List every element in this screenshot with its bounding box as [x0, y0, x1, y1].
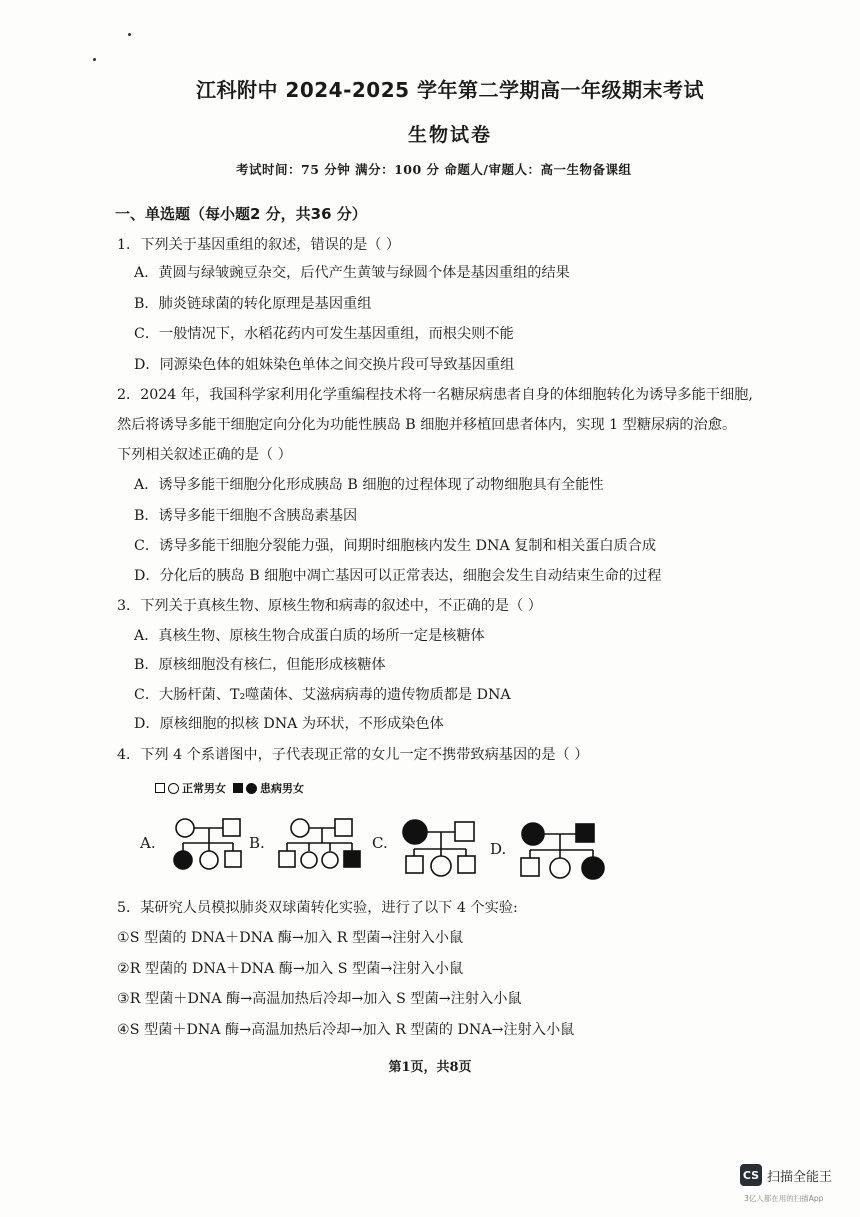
q5-experiment-1: ①S 型菌的 DNA＋DNA 酶→加入 R 型菌→注射入小鼠	[117, 930, 464, 946]
pedigree-d	[521, 823, 604, 879]
pedigree-b-label: B.	[249, 834, 265, 852]
q5-stem: 5．某研究人员模拟肺炎双球菌转化实验，进行了以下 4 个实验:	[117, 900, 518, 916]
q3-option-d: D．原核细胞的拟核 DNA 为环状，不形成染色体	[134, 716, 444, 732]
q5-experiment-4: ④S 型菌＋DNA 酶→高温加热后冷却→加入 R 型菌的 DNA→注射入小鼠	[117, 1022, 575, 1038]
q1-option-a: A．黄圆与绿皱豌豆杂交，后代产生黄皱与绿圆个体是基因重组的结果	[134, 265, 570, 281]
scan-speck	[93, 58, 96, 61]
normal-male-icon	[155, 783, 165, 793]
q3-option-c: C．大肠杆菌、T₂噬菌体、艾滋病病毒的遗传物质都是 DNA	[134, 687, 511, 703]
camscanner-logo-icon: CS	[740, 1164, 762, 1186]
affected-male-icon	[233, 783, 243, 793]
q5-experiment-2: ②R 型菌的 DNA＋DNA 酶→加入 S 型菌→注射入小鼠	[117, 961, 464, 977]
pedigree-b	[279, 819, 360, 868]
q1-stem: 1．下列关于基因重组的叙述，错误的是（ ）	[117, 237, 401, 253]
exam-meta: 考试时间：75 分钟 满分：100 分 命题人/审题人：高一生物备课组	[236, 162, 632, 177]
legend-affected-label: 患病男女	[260, 782, 304, 795]
legend-normal-label: 正常男女	[182, 782, 226, 795]
q1-option-b: B．肺炎链球菌的转化原理是基因重组	[134, 296, 372, 312]
q3-option-b: B．原核细胞没有核仁，但能形成核糖体	[134, 657, 386, 673]
q2-option-a: A．诱导多能干细胞分化形成胰岛 B 细胞的过程体现了动物细胞具有全能性	[134, 477, 604, 493]
exam-subtitle: 生物试卷	[407, 124, 492, 146]
q4-stem: 4．下列 4 个系谱图中，子代表现正常的女儿一定不携带致病基因的是（ ）	[117, 747, 589, 763]
pedigree-legend	[155, 780, 304, 796]
exam-title: 江科附中 2024-2025 学年第二学期高一年级期末考试	[195, 78, 705, 102]
q1-option-d: D．同源染色体的姐妹染色单体之间交换片段可导致基因重组	[134, 357, 515, 373]
q5-experiment-3: ③R 型菌＋DNA 酶→高温加热后冷却→加入 S 型菌→注射入小鼠	[117, 991, 522, 1007]
watermark-name: 扫描全能王	[767, 1169, 833, 1185]
section-title: 一、单选题（每小题2 分，共36 分）	[115, 205, 367, 223]
scan-speck	[128, 33, 131, 36]
scanner-watermark	[740, 1164, 832, 1186]
pedigree-a-label: A.	[140, 834, 156, 852]
q2-stem-line3: 下列相关叙述正确的是（ ）	[117, 447, 292, 463]
affected-female-icon	[246, 783, 257, 794]
page-number: 第1页，共8页	[388, 1060, 472, 1075]
q2-option-d: D．分化后的胰岛 B 细胞中凋亡基因可以正常表达，细胞会发生自动结束生命的过程	[134, 568, 662, 584]
pedigree-c-label: C.	[372, 834, 388, 852]
watermark-tagline: 3亿人都在用的扫描App	[744, 1194, 824, 1203]
q3-option-a: A．真核生物、原核生物合成蛋白质的场所一定是核糖体	[134, 628, 485, 644]
pedigree-c	[403, 820, 475, 876]
normal-female-icon	[168, 783, 179, 794]
q2-stem-line1: 2．2024 年，我国科学家利用化学重编程技术将一名糖尿病患者自身的体细胞转化为诱导多能干细胞,	[117, 387, 753, 403]
q1-option-c: C．一般情况下，水稻花药内可发生基因重组，而根尖则不能	[134, 326, 514, 342]
pedigree-d-label: D.	[490, 840, 507, 858]
q2-stem-line2: 然后将诱导多能干细胞定向分化为功能性胰岛 B 细胞并移植回患者体内，实现 1 型糖尿病的治愈。	[117, 417, 737, 433]
pedigree-a	[174, 819, 241, 869]
q2-option-c: C．诱导多能干细胞分裂能力强，间期时细胞核内发生 DNA 复制和相关蛋白质合成	[134, 538, 657, 554]
q2-option-b: B．诱导多能干细胞不含胰岛素基因	[134, 508, 358, 524]
q3-stem: 3．下列关于真核生物、原核生物和病毒的叙述中，不正确的是（ ）	[117, 598, 542, 614]
pedigree-figures	[130, 810, 650, 890]
